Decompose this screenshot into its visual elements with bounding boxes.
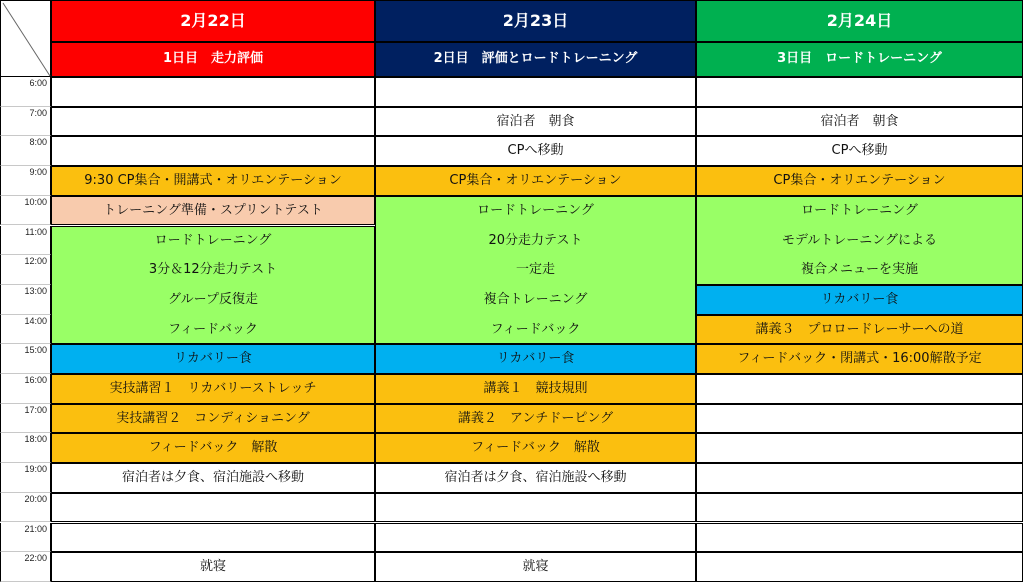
time-label: 17:00 <box>24 404 47 415</box>
schedule-block <box>696 374 1023 404</box>
time-label: 7:00 <box>29 107 47 118</box>
event-label: CP集合・オリエンテーション <box>449 173 622 189</box>
event-label: 一定走 <box>515 262 555 278</box>
time-cell <box>0 226 51 256</box>
corner-cell <box>0 0 51 77</box>
schedule-block <box>375 196 696 345</box>
event-label: ロードトレーニング <box>801 202 918 218</box>
schedule-block <box>696 523 1023 553</box>
time-label: 9:00 <box>29 167 47 178</box>
event-label: 講義３ プロロードレーサーへの道 <box>755 321 964 337</box>
event-label: グループ反復走 <box>168 291 258 307</box>
schedule-block <box>51 226 375 345</box>
schedule-block <box>696 493 1023 523</box>
schedule-block <box>375 463 696 493</box>
time-cell <box>0 77 51 107</box>
schedule-block <box>51 196 375 226</box>
time-label: 19:00 <box>24 464 47 475</box>
schedule-block <box>375 166 696 196</box>
event-label: 宿泊者 朝食 <box>820 113 899 129</box>
time-cell <box>0 552 51 582</box>
schedule-block <box>51 523 375 553</box>
event-label: 講義２ アンチドーピング <box>457 410 614 426</box>
event-label: CP集合・オリエンテーション <box>773 173 946 189</box>
schedule-block <box>51 493 375 523</box>
schedule-block <box>696 315 1023 345</box>
time-label: 12:00 <box>24 256 47 267</box>
schedule-block <box>696 404 1023 434</box>
event-label: ロードトレーニング <box>477 202 594 218</box>
event-label: 実技講習２ コンディショニング <box>116 410 310 426</box>
schedule-block <box>51 552 375 582</box>
time-cell <box>0 493 51 523</box>
event-label: フィードバック <box>490 321 581 337</box>
diagonal-line <box>1 1 52 78</box>
schedule-block <box>375 77 696 107</box>
event-label: フィードバック 解散 <box>471 440 600 456</box>
time-label: 11:00 <box>25 226 47 237</box>
event-label: CPへ移動 <box>831 143 888 159</box>
event-label: リカバリー食 <box>174 351 252 367</box>
event-label: 就寝 <box>522 559 549 575</box>
time-label: 14:00 <box>24 315 47 326</box>
schedule-block <box>51 374 375 404</box>
time-cell <box>0 374 51 404</box>
day-date-header: 2月23日 <box>375 0 696 42</box>
schedule-block <box>696 136 1023 166</box>
event-label: 宿泊者 朝食 <box>496 113 575 129</box>
time-cell <box>0 136 51 166</box>
schedule-block <box>51 166 375 196</box>
schedule-block <box>51 433 375 463</box>
time-label: 20:00 <box>24 493 47 504</box>
time-cell <box>0 344 51 374</box>
schedule-block <box>696 77 1023 107</box>
time-cell <box>0 315 51 345</box>
event-label: 3分＆12分走力テスト <box>148 262 278 278</box>
event-label: リカバリー食 <box>820 291 899 307</box>
event-label: CPへ移動 <box>507 143 564 159</box>
time-label: 16:00 <box>24 375 47 385</box>
event-label: 20分走力テスト <box>488 232 583 248</box>
schedule-block <box>51 404 375 434</box>
schedule-block <box>51 463 375 493</box>
schedule-block <box>375 107 696 137</box>
event-label: 就寝 <box>199 559 226 575</box>
schedule-block <box>696 463 1023 493</box>
time-cell <box>0 255 51 285</box>
event-label: ロードトレーニング <box>154 232 272 248</box>
day-title-header: 1日目 走力評価 <box>51 42 375 77</box>
time-cell <box>0 404 51 434</box>
day-title-header: 3日目 ロードトレーニング <box>696 42 1023 77</box>
day-date-header: 2月22日 <box>51 0 375 42</box>
schedule-block <box>375 374 696 404</box>
time-cell <box>0 166 51 196</box>
schedule-block <box>375 552 696 582</box>
event-label: モデルトレーニングによる <box>781 232 938 248</box>
schedule-block <box>375 433 696 463</box>
schedule-block <box>696 285 1023 315</box>
event-label: 宿泊者は夕食、宿泊施設へ移動 <box>121 470 304 486</box>
schedule-block <box>375 493 696 523</box>
event-label: フィードバック・閉講式・16:00解散予定 <box>737 351 982 367</box>
schedule-block <box>51 344 375 374</box>
time-label: 6:00 <box>29 78 47 88</box>
time-cell <box>0 285 51 315</box>
event-label: 講義１ 競技規則 <box>483 381 588 396</box>
schedule-block <box>375 136 696 166</box>
time-label: 8:00 <box>29 137 47 148</box>
schedule-block <box>375 344 696 374</box>
schedule-block <box>51 136 375 166</box>
schedule-block <box>51 107 375 137</box>
event-label: 実技講習１ リカバリーストレッチ <box>109 381 317 396</box>
time-cell <box>0 107 51 137</box>
event-label: フィードバック 解散 <box>148 440 278 456</box>
schedule-block <box>696 344 1023 374</box>
event-label: 9:30 CP集合・開講式・オリエンテーション <box>84 173 342 189</box>
event-label: リカバリー食 <box>496 351 575 367</box>
time-label: 22:00 <box>24 553 47 564</box>
schedule-block <box>696 107 1023 137</box>
schedule-block <box>696 166 1023 196</box>
schedule-block <box>696 433 1023 463</box>
schedule-block <box>375 404 696 434</box>
time-label: 10:00 <box>24 196 47 207</box>
event-label: 宿泊者は夕食、宿泊施設へ移動 <box>444 470 627 486</box>
event-label: フィードバック <box>168 321 258 337</box>
time-label: 21:00 <box>24 523 47 534</box>
schedule-block <box>51 77 375 107</box>
event-label: トレーニング準備・スプリントテスト <box>103 202 323 218</box>
schedule-block <box>375 523 696 553</box>
time-cell <box>0 523 51 553</box>
event-label: 複合メニューを実施 <box>800 262 918 278</box>
schedule-block <box>696 552 1023 582</box>
time-label: 18:00 <box>24 434 47 445</box>
time-cell <box>0 433 51 463</box>
time-cell <box>0 463 51 493</box>
day-date-header: 2月24日 <box>696 0 1023 42</box>
time-label: 13:00 <box>24 285 47 296</box>
time-cell <box>0 196 51 226</box>
day-title-header: 2日目 評価とロードトレーニング <box>375 42 696 77</box>
time-label: 15:00 <box>24 345 47 356</box>
event-label: 複合トレーニング <box>483 291 588 307</box>
schedule-block <box>696 196 1023 285</box>
